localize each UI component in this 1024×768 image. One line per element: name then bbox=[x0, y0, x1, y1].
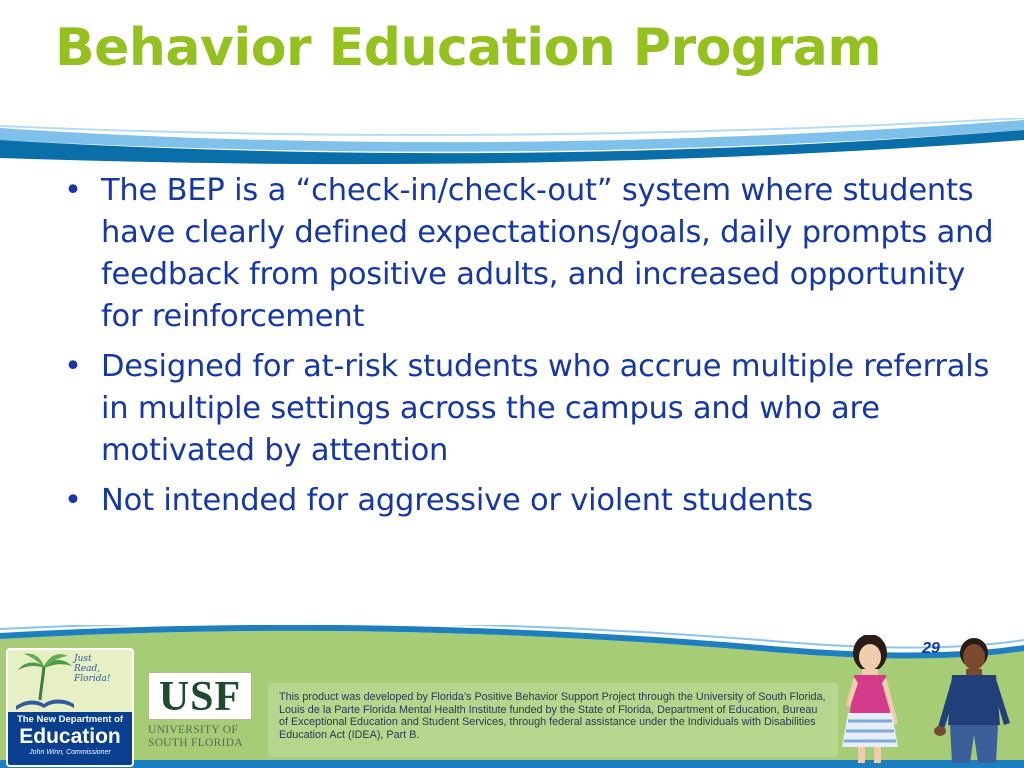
doe-line-2: Education bbox=[19, 725, 121, 748]
boy-figure bbox=[934, 638, 1010, 763]
doe-name-band bbox=[8, 712, 132, 765]
children-photo bbox=[840, 635, 1024, 768]
doe-tagline-3: Florida! bbox=[74, 674, 111, 684]
doe-tagline-2: Read, bbox=[74, 664, 101, 674]
doe-logo bbox=[6, 648, 134, 767]
bullet-text: Not intended for aggressive or violent students bbox=[101, 483, 813, 518]
credit-text: This product was developed by Florida’s Positive Behavior Support Project through the University of South Florida, Louis de la Parte Florida Mental Health Institute funded by the State of Florida, Department of Education, Bureau of Exceptional Education and Student Services, through federal assistance under the Individuals with Disabilities Education Act (IDEA), Part B. bbox=[279, 691, 826, 741]
slide-footer bbox=[0, 625, 1024, 768]
usf-mark: USF bbox=[148, 672, 252, 720]
page-number: 29 bbox=[922, 640, 940, 657]
bullet-item bbox=[64, 346, 1004, 472]
bullet-text: The BEP is a “check-in/check-out” system where students have clearly defined expectations/goals, daily prompts and feedback from positive adults, and increased opportunity for reinforcement bbox=[101, 173, 994, 334]
doe-line-3: John Winn, Commissioner bbox=[29, 749, 111, 756]
usf-name-line-1: UNIVERSITY OF bbox=[148, 724, 239, 736]
doe-tagline-1: Just bbox=[74, 654, 92, 664]
bullet-dot: • bbox=[64, 483, 82, 518]
slide-title: Behavior Education Program bbox=[55, 18, 882, 78]
bullet-item bbox=[64, 480, 1004, 522]
usf-logo bbox=[148, 672, 254, 764]
doe-tagline bbox=[74, 654, 110, 684]
girl-figure bbox=[842, 635, 898, 763]
bullet-text: Designed for at-risk students who accrue multiple referrals in multiple settings across the campus and who are motivated by attention bbox=[101, 349, 990, 468]
doe-line-1: The New Department of bbox=[16, 714, 124, 725]
palm-book-icon bbox=[10, 650, 80, 712]
bullet-item bbox=[64, 170, 1004, 338]
bullet-dot: • bbox=[64, 349, 82, 384]
bullet-list bbox=[64, 170, 1004, 530]
bullet-dot: • bbox=[64, 173, 82, 208]
header-swoosh bbox=[0, 118, 1024, 166]
usf-name-line-2: SOUTH FLORIDA bbox=[148, 737, 243, 749]
